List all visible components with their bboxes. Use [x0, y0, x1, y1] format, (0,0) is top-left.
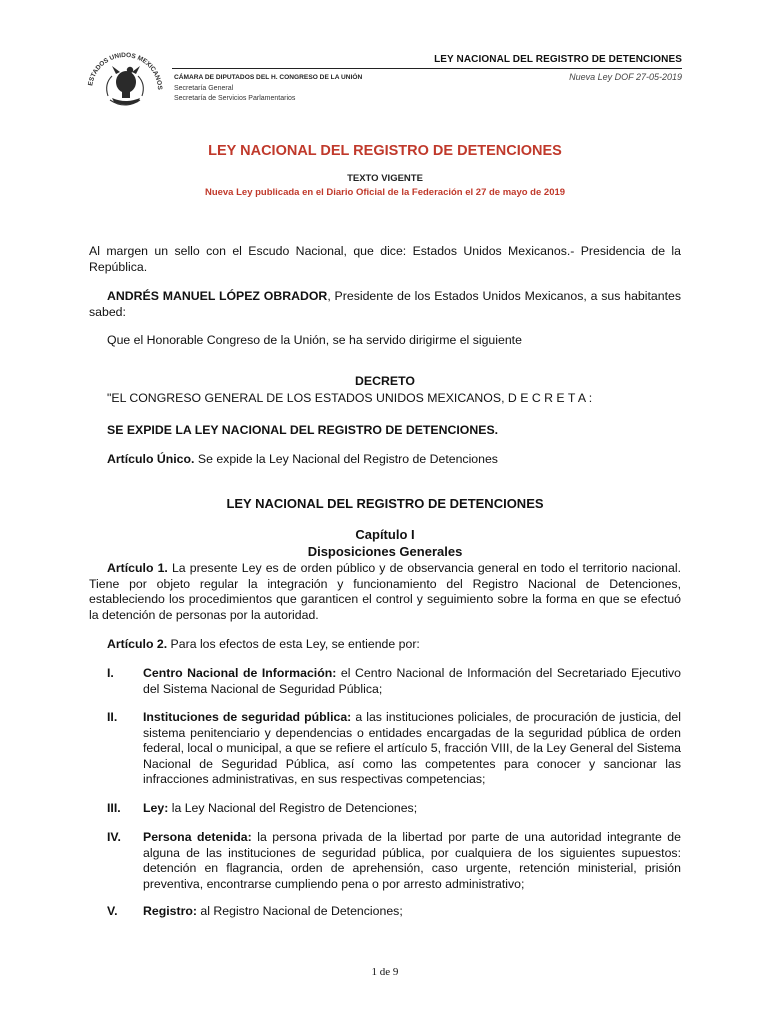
definition-number: II. — [107, 710, 118, 724]
definition-item — [89, 801, 681, 817]
definition-term: Registro: — [143, 904, 197, 918]
definition-term: Centro Nacional de Información: — [143, 666, 337, 680]
chapter-title: Disposiciones Generales — [307, 544, 463, 559]
header-divider — [172, 68, 682, 69]
page-number: 1 de 9 — [371, 966, 399, 978]
definition-item — [89, 666, 681, 697]
secretaria-general: Secretaría General — [174, 84, 234, 92]
articulo-2 — [89, 637, 681, 653]
articulo-2-label: Artículo 2. — [107, 637, 168, 651]
chamber-name: CÁMARA DE DIPUTADOS DEL H. CONGRESO DE LA UNIÓN — [174, 74, 363, 81]
president-paragraph — [89, 289, 681, 320]
articulo-unico — [89, 452, 681, 468]
seal-text: ESTADOS UNIDOS MEXICANOS — [87, 51, 164, 91]
definition-body: al Registro Nacional de Detenciones; — [196, 904, 403, 918]
definition-body: la persona privada de la libertad por parte de una autoridad integrante de alguna de las instituciones de seguridad pública, por cualquiera de los siguientes supuestos: detención en flagrancia, orden de aprehensión, caso urgente, retención ministerial, prisión preventiva, encontrarse cumpliendo pena o por arresto administrativo; — [143, 830, 681, 891]
margin-seal-paragraph: Al margen un sello con el Escudo Nacional, que dice: Estados Unidos Mexicanos.- Presidencia de la República. — [89, 244, 681, 274]
definition-text — [143, 830, 681, 892]
definition-text — [143, 666, 681, 697]
texto-vigente-label: TEXTO VIGENTE — [347, 173, 423, 184]
articulo-unico-label: Artículo Único. — [107, 452, 195, 466]
definition-item — [89, 830, 681, 892]
president-text: , Presidente de los Estados Unidos Mexicanos, a sus habitantes sabed: — [89, 289, 681, 319]
definition-number: III. — [107, 801, 121, 815]
decreta-paragraph: "EL CONGRESO GENERAL DE LOS ESTADOS UNIDOS MEXICANOS, D E C R E T A : — [107, 391, 593, 405]
articulo-2-text: Para los efectos de esta Ley, se entiende por: — [167, 637, 420, 651]
header-dof-date: Nueva Ley DOF 27-05-2019 — [569, 72, 682, 82]
definition-body: la Ley Nacional del Registro de Detenciones; — [168, 801, 418, 815]
definition-term: Instituciones de seguridad pública: — [143, 710, 352, 724]
definition-text — [143, 904, 681, 920]
definition-item — [89, 710, 681, 788]
definition-body: a las instituciones policiales, de procuración de justicia, del sistema penitenciario y dependencias o entidades encargadas de la seguridad pública de orden federal, local o municipal, a que se refiere el artículo 5, fracción VIII, de la Ley General del Sistema Nacional de Seguridad Pública, así como las competentes para conocer y sancionar las infracciones administrativas, en sus respectivas competencias; — [143, 710, 681, 786]
definition-body: el Centro Nacional de Información del Secretariado Ejecutivo del Sistema Nacional de Seguridad Pública; — [143, 666, 681, 696]
law-heading: LEY NACIONAL DEL REGISTRO DE DETENCIONES — [226, 496, 544, 511]
chapter-number: Capítulo I — [355, 527, 415, 542]
definition-number: IV. — [107, 830, 121, 844]
articulo-1-label: Artículo 1. — [107, 561, 168, 575]
definition-number: V. — [107, 904, 118, 918]
document-title: LEY NACIONAL DEL REGISTRO DE DETENCIONES — [208, 143, 562, 159]
articulo-1 — [89, 561, 681, 623]
definition-number: I. — [107, 666, 114, 680]
publication-note: Nueva Ley publicada en el Diario Oficial de la Federación el 27 de mayo de 2019 — [204, 187, 566, 198]
articulo-1-text: La presente Ley es de orden público y de observancia general en todo el territorio nacional. Tiene por objeto regular la integración y funcionamiento del Registro Nacional de Detenciones, estableciendo los procedimientos que garanticen el control y seguimiento sobre la forma en que se efectuó la detención de personas por la autoridad. — [89, 561, 681, 622]
se-expide-heading: SE EXPIDE LA LEY NACIONAL DEL REGISTRO DE DETENCIONES. — [107, 423, 499, 437]
definition-term: Ley: — [143, 801, 169, 815]
secretaria-servicios: Secretaría de Servicios Parlamentarios — [174, 95, 296, 102]
president-name: ANDRÉS MANUEL LÓPEZ OBRADOR — [107, 289, 328, 303]
header-law-title: LEY NACIONAL DEL REGISTRO DE DETENCIONES — [434, 54, 682, 65]
definition-term: Persona detenida: — [143, 830, 252, 844]
header-institution — [174, 73, 362, 105]
definition-text — [143, 801, 681, 817]
definition-item — [89, 904, 681, 920]
definition-text — [143, 710, 681, 788]
congress-paragraph: Que el Honorable Congreso de la Unión, se ha servido dirigirme el siguiente — [107, 333, 522, 347]
national-seal-icon — [82, 44, 168, 118]
decreto-heading: DECRETO — [355, 374, 415, 389]
articulo-unico-text: Se expide la Ley Nacional del Registro de Detenciones — [194, 452, 498, 466]
